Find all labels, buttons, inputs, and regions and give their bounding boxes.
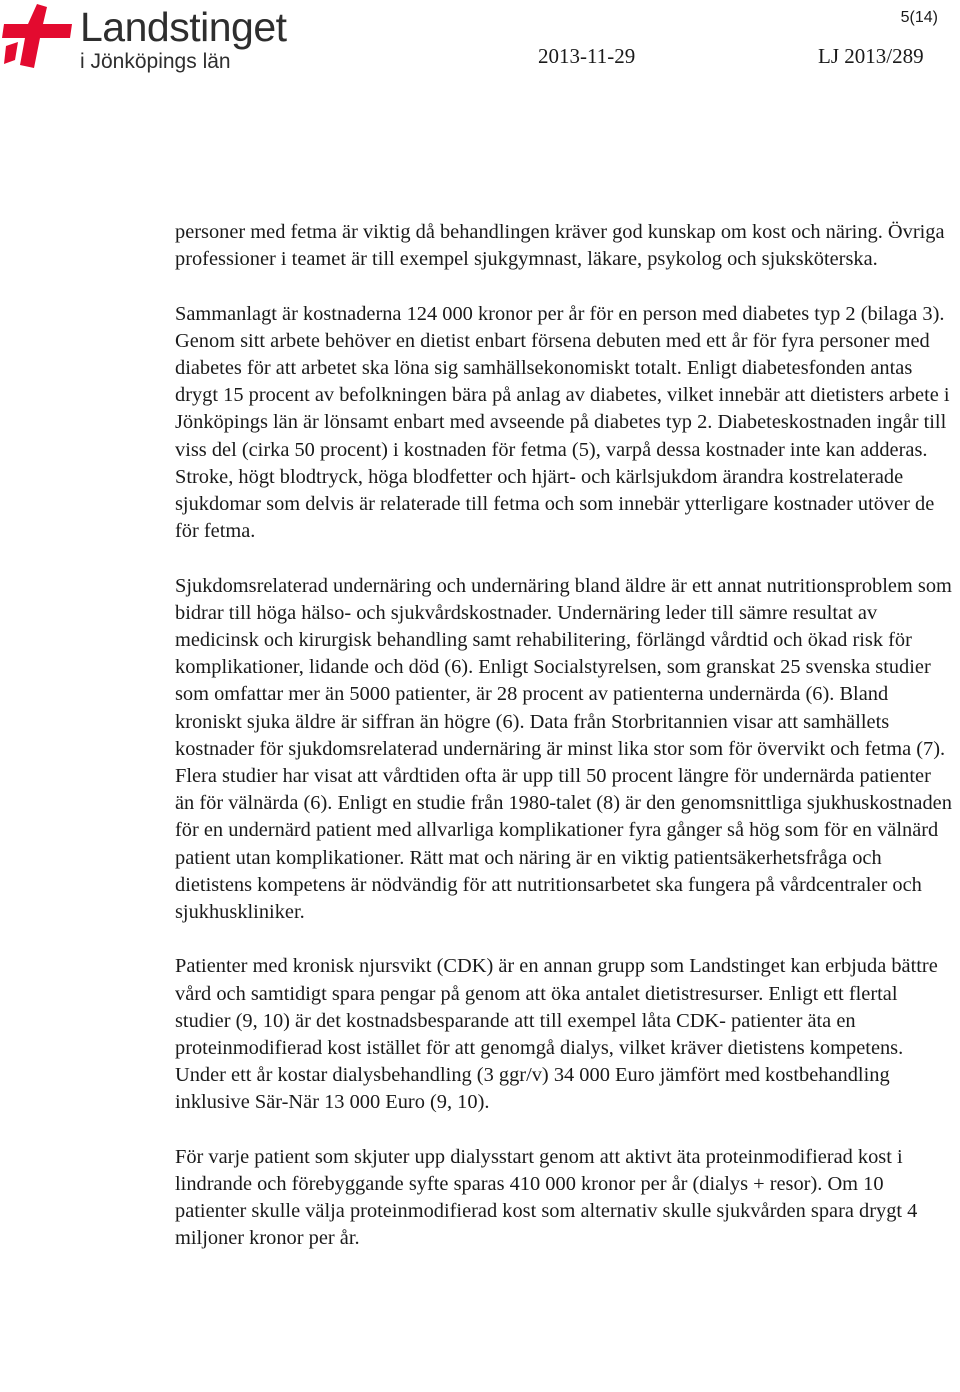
paragraph: Patienter med kronisk njursvikt (CDK) är en annan grupp som Landstinget kan erbjuda bättre vård och samtidigt spara pengar på genom att öka antalet dietistresurser. Enligt ett flertal studier (9, 10) är det kostnadsbesparande att till exempel låta CDK- patienter äta en proteinmodifierad kost istället för att genomgå dialys, vilket kräver dietistens kompetens. Under ett år kostar dialysbehandling (3 ggr/v) 34 000 Euro jämfört med kostbehandling inklusive Sär-När 13 000 Euro (9, 10).: [175, 955, 938, 1114]
document-date: 2013-11-29: [538, 44, 636, 68]
paragraph: För varje patient som skjuter upp dialysstart genom att aktivt äta proteinmodifierad kost i lindrande och förebyggande syfte sparas 410 000 kronor per år (dialys + resor). Om 10 patienter skulle välja proteinmodifierad kost som alternativ skulle sjukvården spara drygt 4 miljoner kronor per år.: [175, 1145, 918, 1250]
organization-logo: [0, 0, 320, 78]
page-number: 5(14): [900, 9, 938, 26]
paragraph: Sjukdomsrelaterad undernäring och undernäring bland äldre är ett annat nutritionsproblem som bidrar till höga hälso- och sjukvårdskostnader. Undernäring leder till sämre resultat av medicinsk och kirurgisk behandling samt rehabilitering, förlängd vårdtid och ökad risk för komplikationer, lidande och död (6). Enligt Socialstyrelsen, som granskat 25 svenska studier som omfattar mer än 5000 patienter, är 28 procent av patienterna undernärda (6). Bland kroniskt sjuka äldre är siffran än högre (6). Data från Storbritannien visar att samhällets kostnader för sjukdomsrelaterad undernäring är minst lika stor som för övervikt och fetma (7). Flera studier har visat att vårdtiden ofta är upp till 50 procent längre för undernärda patienter än för välnärda (6). Enligt en studie från 1980-talet (8) är den genomsnittliga sjukhuskostnaden för en undernärd patient med allvarliga komplikationer fyra gånger så hög som för en välnärd patient utan komplikationer. Rätt mat och näring är en viktig patientsäkerhetsfråga och dietistens kompetens är nödvändig för att nutritionsarbetet ska fungera på vårdcentraler och sjukhuskliniker.: [175, 574, 952, 924]
logo-name: Landstinget: [80, 4, 287, 50]
document-body: [175, 219, 955, 1253]
paragraph: personer med fetma är viktig då behandlingen kräver god kunskap om kost och näring. Övriga professioner i teamet är till exempel sjukgymnast, läkare, psykolog och sjuksköterska.: [175, 221, 945, 271]
logo-subtitle: i Jönköpings län: [80, 50, 231, 73]
document-reference: LJ 2013/289: [818, 44, 924, 68]
paragraph: Sammanlagt är kostnaderna 124 000 kronor per år för en person med diabetes typ 2 (bilaga 3). Genom sitt arbete behöver en dietist enbart försena debuten med ett år för fyra personer med diabetes för att arbetet ska löna sig samhällsekonomiskt totalt. Enligt diabetesfonden antas drygt 15 procent av befolkningen bära på anlag av diabetes, vilket innebär att dietisters arbete i Jönköpings län är lönsamt enbart med avseende på diabetes typ 2. Diabeteskostnaden ingår till viss del (cirka 50 procent) i kostnaden för fetma (5), varpå dessa kostnader inte kan adderas. Stroke, högt blodtryck, höga blodfetter och hjärt- och kärlsjukdom ärandra kostrelaterade sjukdomar som delvis är relaterade till fetma och som innebär ytterligare kostnader utöver de för fetma.: [175, 302, 950, 543]
cross-emblem-icon: [0, 2, 78, 72]
